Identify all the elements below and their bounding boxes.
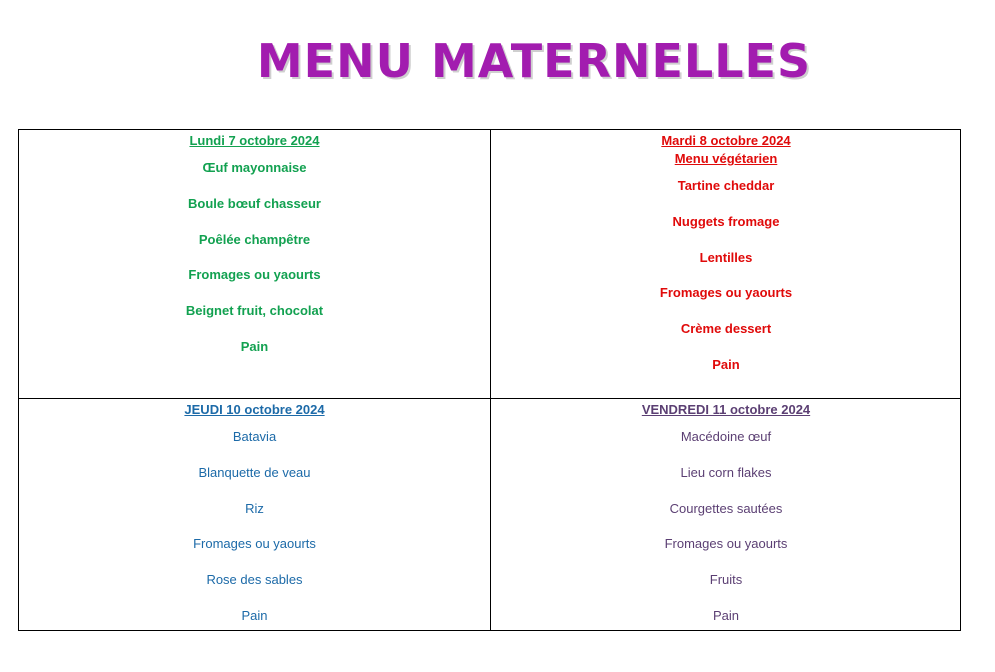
menu-item: Œuf mayonnaise (202, 160, 307, 175)
menu-item: Pain (712, 607, 740, 623)
tuesday-menu-list (491, 168, 961, 383)
monday-heading: Lundi 7 octobre 2024 (189, 133, 320, 148)
menu-item: Nuggets fromage (672, 213, 780, 229)
menu-item: Courgettes sautées (669, 500, 783, 516)
row-divider (19, 398, 960, 399)
vegetarian-subheading: Menu végétarien (674, 151, 778, 166)
menu-item: Fromages ou yaourts (659, 285, 793, 301)
menu-item: Beignet fruit, chocolat (185, 303, 324, 319)
menu-item: Fromages ou yaourts (188, 267, 321, 283)
menu-item: Boule bœuf chasseur (188, 195, 321, 211)
thursday-menu-list (19, 419, 490, 634)
menu-item: Riz (245, 500, 264, 516)
menu-item: Crème dessert (680, 321, 772, 337)
friday-menu-list (491, 419, 961, 634)
menu-item: Lentilles (699, 249, 753, 265)
menu-table (18, 129, 961, 631)
menu-item: Poêlée champêtre (198, 231, 311, 247)
page-title: MENU MATERNELLES (256, 34, 812, 88)
menu-item: Pain (712, 356, 740, 372)
menu-item: Rose des sables (206, 572, 303, 588)
menu-item: Fruits (709, 572, 743, 588)
thursday-heading: JEUDI 10 octobre 2024 (184, 402, 325, 417)
monday-menu-list (19, 150, 490, 365)
tuesday-heading: Mardi 8 octobre 2024 (661, 133, 791, 148)
menu-item: Fromages ou yaourts (193, 536, 316, 552)
menu-item: Pain (241, 607, 268, 623)
friday-cell (491, 401, 961, 634)
menu-item: Blanquette de veau (198, 464, 311, 480)
friday-heading: VENDREDI 11 octobre 2024 (641, 402, 811, 417)
menu-item: Macédoine œuf (680, 429, 772, 444)
menu-item: Fromages ou yaourts (664, 536, 788, 552)
menu-item: Tartine cheddar (677, 178, 775, 193)
thursday-cell (19, 401, 490, 634)
menu-item: Lieu corn flakes (680, 464, 772, 480)
tuesday-cell (491, 132, 961, 383)
menu-item: Batavia (232, 429, 277, 444)
menu-item: Pain (240, 338, 269, 354)
monday-cell (19, 132, 490, 365)
